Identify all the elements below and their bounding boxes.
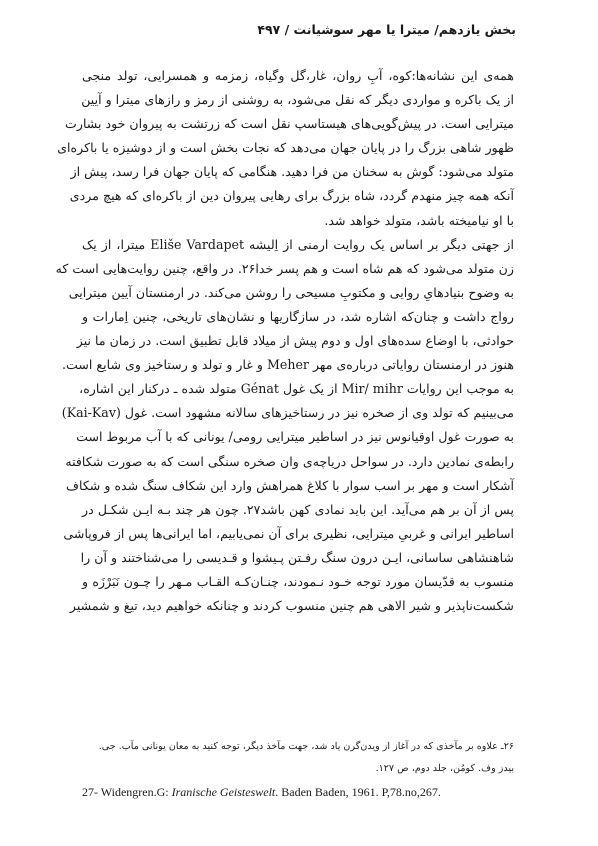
body-text xyxy=(55,64,514,618)
text-line: به موجب این روایات Mir/ mihr از یک غول Génat متولد شده ـ درکنار این اشاره، xyxy=(79,381,514,397)
footnotes xyxy=(82,736,514,802)
text-line: هنوز در ارمنستان روایاتی درباره‌ی مهر Meher و غار و تولد و رستاخیز وی شایع است. xyxy=(62,357,514,373)
text-line: متولد می‌شود: گوش به سخنان من فرا دهید. هنگامی که پایان جهان فرا رسد، پیش از xyxy=(70,164,514,180)
text-line: آنکه همه چیز منهدم گردد، شاه بزرگ برای رهایی پیروان دین از باکره‌ای که هیچ مردی xyxy=(69,188,514,204)
footnote-27-suffix: . Baden Baden, 1961. P,78.no,267. xyxy=(275,785,441,799)
text-line: پس از آن بر هم می‌آید. این باید نمادی کهن باشد۲۷. چون هر چند بـه ایـن شکـل در xyxy=(82,501,514,517)
text-line: همه‌ی این نشانه‌ها:کوه، آبِ روان، غار،گل وگیاه، زمزمه و همسرایی، تولد منجی xyxy=(82,68,514,83)
text-line: به وضوح بنیادهایِ روایی و مکتوبِ مسیحی را روشن می‌کند. در ارمنستان آیین میترایی xyxy=(68,284,514,300)
text-line: زن متولد می‌شود که هم شاه است و هم پسر خدا۲۶. در واقع، چنین روایت‌هایی است که xyxy=(55,260,514,276)
text-line: رواج داشت و چنان‌که اشاره شد، در سازگاریها و نشان‌های تاریخی، چنین اِمارات و xyxy=(82,308,514,324)
text-line: حوادثی، با اوضاع سده‌های اول و دوم پیش از میلاد قابل تطبیق است. در زمان ما نیز xyxy=(76,333,514,349)
text-line: آشکار است و مهر بر اسب سوار با کلاغ همراهش وارد این شکاف سنگ شده و شکاف xyxy=(65,477,514,493)
text-line: اساطیر ایرانی و غربیِ میترایی، نظیری برای آن نمی‌یابیم، اما ایرانی‌ها پس از فروپاشی xyxy=(63,525,514,541)
text-line: میترایی است. در پیش‌گویی‌های هیستاسپ نقل است که زرتشت به پیروان خود بشارت xyxy=(65,116,514,132)
text-line: منسوب به قدّیسان مورد توجه خـود نـمودند، چنـان‌کـه القـاب مـهر را چـون نَبَرْزَه و xyxy=(82,573,514,589)
text-line: به صورت غول اوقیانوس نیز در اساطیر میترایی رومی/ یونانی که با آب مربوط است xyxy=(76,429,514,445)
text-line: با او نیامیخته باشد، متولد خواهد شد. xyxy=(324,212,514,228)
footnote-26-line-2: بیدز وف. کومُن، جلد دوم، ص ۱۲۷. xyxy=(375,763,514,774)
text-line: از جهتی دیگر بر اساس یک روایت ارمنی از اِلیشه Eliše Vardapet میترا، از یک xyxy=(82,236,514,252)
text-line: شکست‌ناپذیر و شیر الاهی هم چنین منسوب کردند و چنانکه خواهیم دید، تیغ و شمشیر xyxy=(69,598,514,614)
text-line: ظهور شاهی بزرگ را در پایان جهان می‌دهد که نجات بخش است و از دوشیزه یا باکره‌ای xyxy=(57,140,514,156)
footnote-26-line-1: ۲۶ـ علاوه بر مآخذی که در آغاز از ویدن‌گرن یاد شد، جهت مآخذ دیگر، توجه کنید به معان یونانی مآب. جی. xyxy=(98,741,514,752)
footnote-27-title: Iranische Geisteswelt xyxy=(171,785,276,799)
footnote-27-prefix: 27- Widengren.G: xyxy=(82,785,172,799)
text-line: می‌بینیم که تولد وی از صخره نیز در رستاخیزهای سالانه مشهود است. غول (Kai-Kav) xyxy=(61,405,514,421)
text-line: شاهنشاهی ساسانی، ایـن درون سنگ رفـتن پـیشوا و قـدیسی را می‌شناختند و آن را xyxy=(80,549,514,565)
footnote-27 xyxy=(82,782,514,802)
running-header: بخش یازدهم/ میترا یا مهر سوشیانت / ۴۹۷ xyxy=(257,22,516,37)
text-line: رابطه‌ی نمادین دارد. در سواحل دریاچه‌ی وان صخره سنگی است که به صورت شکافته xyxy=(65,453,514,469)
text-line: از یک باکره و مواردی دیگر که نقل می‌شود، به روشنی از رمز و رازهای میترا و آیین xyxy=(81,92,514,108)
